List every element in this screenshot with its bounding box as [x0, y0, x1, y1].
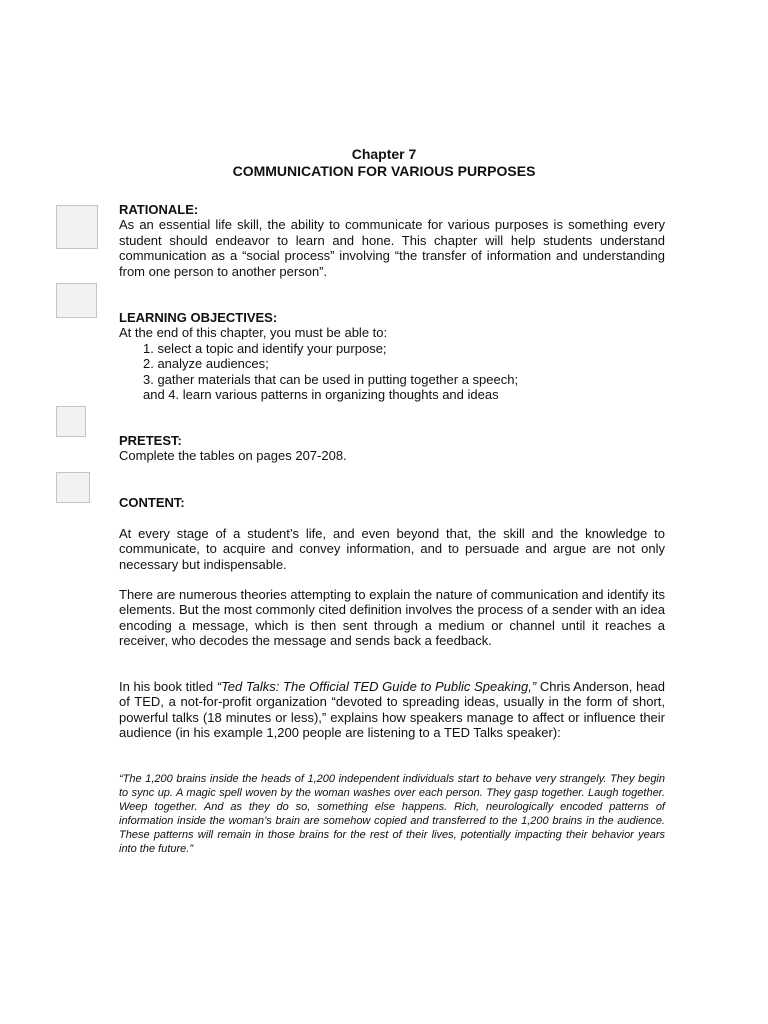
objectives-section	[119, 310, 665, 402]
pretest-section	[119, 433, 665, 464]
pretest-text: Complete the tables on pages 207-208.	[119, 448, 347, 464]
rationale-section	[119, 202, 665, 279]
content-heading: CONTENT:	[119, 495, 185, 510]
block-quote	[119, 772, 665, 857]
objective-item: 2. analyze audiences;	[143, 356, 269, 372]
paragraph-text-start: In his book titled	[119, 679, 217, 694]
content-heading-block	[119, 495, 665, 510]
rationale-heading: RATIONALE:	[119, 202, 199, 217]
chapter-label: Chapter 7	[351, 146, 417, 162]
content-side-box	[56, 472, 90, 503]
objectives-side-box	[56, 283, 97, 318]
content-paragraph-text	[119, 679, 665, 741]
objective-item: 3. gather materials that can be used in putting together a speech;	[143, 371, 519, 387]
pretest-heading: PRETEST:	[119, 433, 182, 448]
quote-text: “The 1,200 brains inside the heads of 1,200 independent individuals start to behave very strangely. They begin to sync up. A magic spell woven by the woman washes over each person. They gasp together. Laugh together. Weep together. And as they do so, something else happens. Rich, neurologically encoded patterns of information inside the woman’s brain are somehow copied and transferred to the 1,200 brains in the audience. These patterns will remain in those brains for the rest of their lives, potentially impacting their behavior years into the future.”	[119, 773, 665, 856]
objectives-intro: At the end of this chapter, you must be able to:	[119, 325, 388, 341]
paragraph-text-end: Chris Anderson, head of TED, a not-for-profit organization “devoted to spreading ideas, usually in the form of short, powerful talks (18 minutes or less),” explains how speakers manage to affect or influence their audience (in his example 1,200 people are listening to a TED Talks speaker):	[119, 679, 665, 741]
objectives-heading: LEARNING OBJECTIVES:	[119, 310, 278, 325]
objective-item: and 4. learn various patterns in organizing thoughts and ideas	[143, 387, 499, 403]
book-title: “Ted Talks: The Official TED Guide to Public Speaking,”	[216, 679, 537, 694]
objective-item: 1. select a topic and identify your purpose;	[143, 340, 387, 356]
content-paragraph-3	[119, 679, 665, 741]
rationale-side-box	[56, 205, 98, 249]
rationale-text: As an essential life skill, the ability to communicate for various purposes is something every student should endeavor to learn and hone. This chapter will help students understand communication as a “social process” involving “the transfer of information and understanding from one person to another person”.	[119, 217, 665, 279]
pretest-side-box	[56, 406, 86, 437]
content-paragraph-2	[119, 587, 665, 649]
chapter-title: COMMUNICATION FOR VARIOUS PURPOSES	[232, 163, 536, 179]
content-paragraph-1	[119, 526, 665, 572]
content-paragraph-text: At every stage of a student’s life, and even beyond that, the skill and the knowledge to communicate, to acquire and convey information, and to persuade and argue are not only necessary but indispensable.	[119, 526, 665, 572]
content-paragraph-text: There are numerous theories attempting to explain the nature of communication and identify its elements. But the most commonly cited definition involves the process of a sender with an idea encoding a message, which is then sent through a medium or channel until it reaches a receiver, who decodes the message and sends back a feedback.	[119, 587, 665, 649]
